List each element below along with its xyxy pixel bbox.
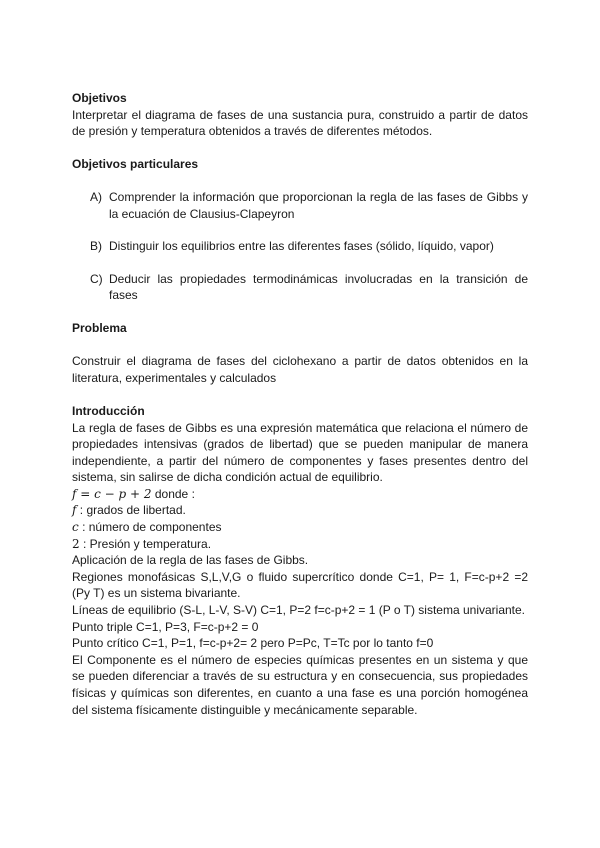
document-page [72,90,528,718]
problema-heading: Problema [72,320,127,335]
definition-text: : grados de libertad. [76,503,186,518]
formula-suffix: donde : [151,486,195,501]
list-marker: C) [90,271,103,286]
lineas-text: Líneas de equilibrio (S-L, L-V, S-V) C=1, P=2 f=c-p+2 = 1 (P o T) sistema univariante. [72,603,526,618]
definition-f [72,502,528,519]
definition-text: : número de componentes [78,520,222,535]
problema-text: Construir el diagrama de fases del ciclohexano a partir de datos obtenidos en la literatura, experimentales y calculados [72,354,528,385]
componente-text: El Componente es el número de especies químicas presentes en un sistema y que se pueden diferenciar a través de su estructura y en consecuencia, sus propiedades físicas y químicas son diferentes, en cuanto a una fase es una porción homogénea del sistema físicamente distinguible y mecánicamente separable. [72,652,528,717]
objetivos-heading: Objetivos [72,91,127,105]
objetivos-list [72,189,528,304]
list-item [90,189,528,222]
symbol-f: f [72,503,77,518]
definition-2 [72,536,528,553]
list-item-text: Comprender la información que proporcionan la regla de las fases de Gibbs y la ecuación de Clausius-Clapeyron [109,189,528,221]
list-item-text: Deducir las propiedades termodinámicas involucradas en la transición de fases [109,271,528,303]
objetivos-particulares-heading: Objetivos particulares [72,157,199,172]
aplicacion-text: Aplicación de la regla de las fases de Gibbs. [72,553,309,568]
gibbs-formula-line [72,486,528,503]
introduccion-paragraph: La regla de fases de Gibbs es una expresión matemática que relaciona el número de propiedades intensivas (grados de libertad) que se pueden manipular de manera independiente, a partir del número de componentes y fases presentes dentro del sistema, sin salirse de dicha condición actual de equilibrio. [72,420,528,485]
introduccion-heading: Introducción [72,403,145,418]
definition-text: : Presión y temperatura. [79,536,212,551]
gibbs-formula: f = c − p + 2 [72,486,152,501]
definition-c [72,519,528,536]
objetivos-text: Interpretar el diagrama de fases de una sustancia pura, construido a partir de datos de presión y temperatura obtenidos a través de diferentes métodos. [72,107,528,139]
regiones-text: Regiones monofásicas S,L,V,G o fluido supercrítico donde C=1, P= 1, F=c-p+2 =2 (Py T) es un sistema bivariante. [72,569,528,601]
symbol-c: c [72,520,79,535]
list-marker: B) [90,239,102,254]
list-item-text: Distinguir los equilibrios entre las diferentes fases (sólido, líquido, vapor) [109,239,494,254]
list-marker: A) [90,189,102,204]
punto-triple-text: Punto triple C=1, P=3, F=c-p+2 = 0 [72,619,259,634]
symbol-2: 2 [72,536,80,551]
list-item [90,271,528,304]
punto-critico-text: Punto crítico C=1, P=1, f=c-p+2= 2 pero P=Pc, T=Tc por lo tanto f=0 [72,636,434,651]
list-item [90,238,528,255]
